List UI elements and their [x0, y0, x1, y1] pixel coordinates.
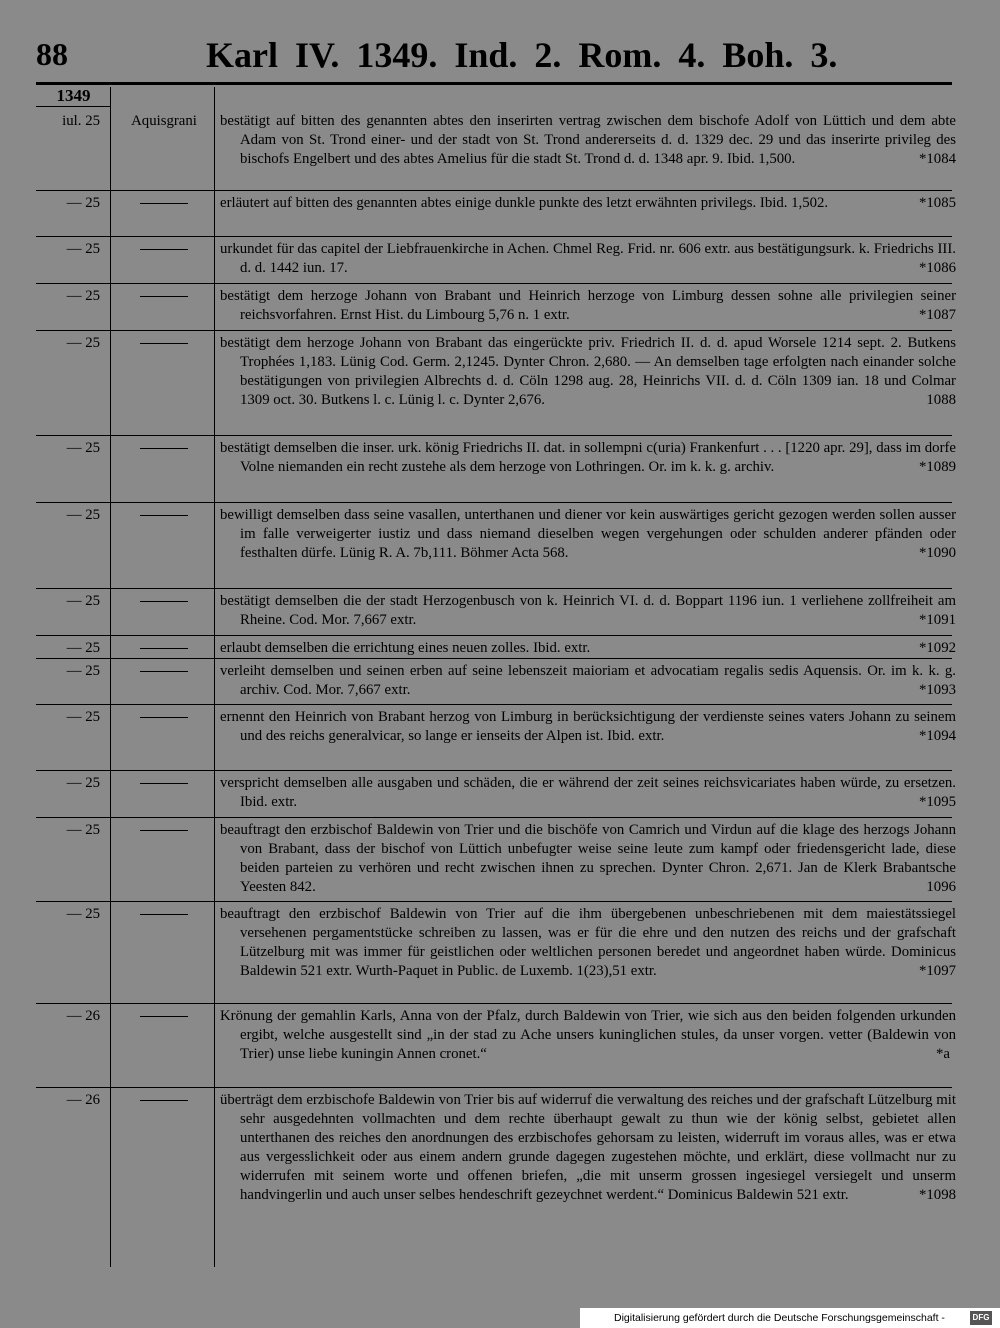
ditto-dash: [140, 448, 188, 449]
dfg-logo: DFG: [970, 1311, 992, 1325]
entry-text: [220, 334, 956, 410]
entry-body: verleiht demselben und seinen erben auf seine lebenszeit maioriam et advocatiam regalis sedis Aquensis. Or. im k. k. g. archiv. Cod. Mor. 7,667 extr.: [220, 663, 956, 698]
entry-text: [220, 1091, 956, 1205]
entry-number: *1092: [919, 640, 956, 656]
entry-place: [114, 439, 214, 458]
entry-text: [220, 708, 956, 746]
entry-separator: [36, 901, 952, 902]
entry-date: — 25: [66, 507, 100, 523]
entry-place: Aquisgrani: [131, 113, 197, 129]
entry-place: [114, 194, 214, 213]
entry-place: [114, 506, 214, 525]
entry-date: — 25: [66, 822, 100, 838]
year-rule: [36, 106, 111, 107]
running-head: Karl IV. 1349. Ind. 2. Rom. 4. Boh. 3.: [206, 35, 838, 75]
entry-number: *a: [936, 1046, 950, 1062]
entry-date: — 25: [66, 593, 100, 609]
entry-number: 1088: [926, 392, 956, 408]
ditto-dash: [140, 1100, 188, 1101]
entry-separator: [36, 588, 952, 589]
entry-number: *1090: [919, 545, 956, 561]
entry-separator: [36, 283, 952, 284]
entry-number: *1087: [919, 307, 956, 323]
entry-text: [220, 112, 956, 169]
entry-body: verspricht demselben alle ausgaben und schäden, die er während der zeit seines reichsvicariates haben würde, zu ersetzen. Ibid. extr.: [220, 775, 956, 810]
entry-body: bestätigt dem herzoge Johann von Brabant das eingerückte priv. Friedrich II. d. d. apud Worsele 1214 sept. 2. Butkens Trophées 1,183. Lünig Cod. Germ. 2,1245. Dynter Chron. 2,680. — An demselben tage erfolgten nach einander solche bestätigungen von privilegien Albrechts d. d. Cöln 1298 aug. 28, Heinrichs VII. d. d. Cöln 1309 ian. 18 und Colmar 1309 oct. 30. Butkens l. c. Lünig l. c. Dynter 2,676.: [220, 335, 956, 408]
entry-body: erläutert auf bitten des genannten abtes einige dunkle punkte des letzt erwähnten privilegs. Ibid. 1,502.: [220, 195, 829, 211]
entry-place: [114, 1007, 214, 1026]
entry-separator: [36, 330, 952, 331]
entry-text: [220, 905, 956, 981]
ditto-dash: [140, 783, 188, 784]
ditto-dash: [140, 914, 188, 915]
year-heading: 1349: [56, 86, 91, 105]
ditto-dash: [140, 249, 188, 250]
entry-text: [220, 662, 956, 700]
entry-number: 1096: [926, 879, 956, 895]
entry-place: [114, 639, 214, 658]
entry-number: *1086: [919, 260, 956, 276]
entry-date: — 25: [66, 195, 100, 211]
entry-separator: [36, 817, 952, 818]
entry-number: *1094: [919, 728, 956, 744]
ditto-dash: [140, 515, 188, 516]
entry-number: *1095: [919, 794, 956, 810]
entry-place: [114, 592, 214, 611]
entry-text: [220, 592, 956, 630]
entry-body: bestätigt dem herzoge Johann von Brabant und Heinrich herzoge von Limburg dessen sohne alle privilegien seiner reichsvorfahren. Ernst Hist. du Limbourg 5,76 n. 1 extr.: [220, 288, 956, 323]
entry-place: [114, 905, 214, 924]
column-divider-place: [214, 87, 215, 1267]
entry-body: erlaubt demselben die errichtung eines neuen zolles. Ibid. extr.: [220, 640, 591, 656]
column-divider-date: [110, 87, 111, 1267]
entry-date: — 25: [66, 775, 100, 791]
entry-date: — 25: [66, 241, 100, 257]
ditto-dash: [140, 648, 188, 649]
entry-text: [220, 194, 956, 213]
entry-body: bestätigt auf bitten des genannten abtes den inserirten vertrag zwischen dem bischofe Adolf von Lüttich und dem abte Adam von St. Trond einer- und der stadt von St. Trond andererseits d. d. 1329 dec. 29 und das inserirte privileg des bischofs Engelbert und des abtes Amelius für die stadt St. Trond d. d. 1348 apr. 9. Ibid. 1,500.: [220, 113, 956, 167]
entry-separator: [36, 658, 952, 659]
entry-place: [114, 240, 214, 259]
entry-number: *1093: [919, 682, 956, 698]
entry-separator: [36, 502, 952, 503]
entry-body: Krönung der gemahlin Karls, Anna von der Pfalz, durch Baldewin von Trier, wie sich aus den beiden folgenden urkunden ergibt, welche ausgestellt sind „in der stad zu Ache unsers kuninglichen stules, da unser vorgen. vetter (Baldewin von Trier) unse liebe kuningin Annen cronet.“: [220, 1008, 956, 1062]
ditto-dash: [140, 830, 188, 831]
entry-separator: [36, 704, 952, 705]
entry-number: *1091: [919, 612, 956, 628]
entry-body: beauftragt den erzbischof Baldewin von Trier und die bischöfe von Camrich und Virdun auf die klage des herzogs Johann von Brabant, dass der bischof von Lüttich unbefugter weise seine leute zum kampf oder friedensgericht lade, diese beiden parteien zu verhören und recht zwischen ihnen zu sprechen. Dynter Chron. 2,671. Jan de Klerk Brabantsche Yeesten 842.: [220, 822, 956, 895]
entry-date: — 26: [66, 1008, 100, 1024]
footer-credit: [580, 1308, 1000, 1328]
entry-place: [114, 334, 214, 353]
entry-text: [220, 639, 956, 658]
entry-separator: [36, 1003, 952, 1004]
entry-separator: [36, 435, 952, 436]
ditto-dash: [140, 671, 188, 672]
entry-body: urkundet für das capitel der Liebfrauenkirche in Achen. Chmel Reg. Frid. nr. 606 extr. aus bestätigungsurk. k. Friedrichs III. d. d. 1442 iun. 17.: [220, 241, 956, 276]
entry-date: iul. 25: [62, 113, 100, 129]
entry-text: [220, 240, 956, 278]
entry-number: *1098: [919, 1187, 956, 1203]
entry-body: bestätigt demselben die inser. urk. könig Friedrichs II. dat. in sollempni c(uria) Frankenfurt . . . [1220 apr. 29], dass im dorfe Volne niemanden ein recht zustehe als dem herzoge von Lothringen. Or. im k. k. g. archiv.: [220, 440, 956, 475]
ditto-dash: [140, 601, 188, 602]
ditto-dash: [140, 343, 188, 344]
entry-date: — 25: [66, 906, 100, 922]
entry-text: [220, 821, 956, 897]
footer-text: Digitalisierung gefördert durch die Deutsche Forschungsgemeinschaft -: [614, 1312, 945, 1324]
entry-number: *1089: [919, 459, 956, 475]
entry-separator: [36, 190, 952, 191]
entry-date: — 25: [66, 663, 100, 679]
entry-text: [220, 287, 956, 325]
entry-separator: [36, 635, 952, 636]
entry-text: [220, 439, 956, 477]
entry-place: [114, 1091, 214, 1110]
header-rule: [36, 82, 952, 85]
entry-text: [220, 506, 956, 563]
ditto-dash: [140, 203, 188, 204]
entry-separator: [36, 236, 952, 237]
entry-place: [114, 287, 214, 306]
ditto-dash: [140, 1016, 188, 1017]
entry-body: beauftragt den erzbischof Baldewin von Trier auf die ihm übergebenen unbeschriebenen mit dem maiestätssiegel versehenen pergamentstücke schreiben zu lassen, was er für die ehre und den nutzen des reichs und der grafschaft Lützelburg mit was immer für geistlichen oder weltlichen personen beredet und angeordnet haben würde. Dominicus Baldewin 521 extr. Wurth-Paquet in Public. de Luxemb. 1(23),51 extr.: [220, 906, 956, 979]
entry-date: — 25: [66, 288, 100, 304]
entry-body: bewilligt demselben dass seine vasallen, unterthanen und diener vor kein auswärtiges gericht gezogen werden sollen ausser im falle verweigerter iustiz und dass niemand dieselben wegen vergehungen oder schulden anderer pfänden oder festhalten dürfe. Lünig R. A. 7b,111. Böhmer Acta 568.: [220, 507, 956, 561]
entry-separator: [36, 770, 952, 771]
ditto-dash: [140, 296, 188, 297]
entry-date: — 25: [66, 640, 100, 656]
entry-date: — 25: [66, 709, 100, 725]
entry-number: *1097: [919, 963, 956, 979]
entry-body: bestätigt demselben die der stadt Herzogenbusch von k. Heinrich VI. d. d. Boppart 1196 iun. 1 verliehene zollfreiheit am Rheine. Cod. Mor. 7,667 extr.: [220, 593, 956, 628]
entry-text: [220, 774, 956, 812]
entry-body: ernennt den Heinrich von Brabant herzog von Limburg in berücksichtigung der verdienste seines vaters Johann zu seinem und des reichs generalvicar, so lange er ienseits der Alpen ist. Ibid. extr.: [220, 709, 956, 744]
entry-place: [114, 774, 214, 793]
entry-place: [114, 821, 214, 840]
entry-date: — 25: [66, 440, 100, 456]
entry-date: — 26: [66, 1092, 100, 1108]
entry-separator: [36, 1087, 952, 1088]
entry-date: — 25: [66, 335, 100, 351]
page-number: 88: [36, 36, 68, 72]
entry-number: *1084: [919, 151, 956, 167]
page-header: [36, 30, 986, 78]
entry-body: überträgt dem erzbischofe Baldewin von Trier bis auf widerruf die verwaltung des reiches und der grafschaft Lützelburg mit sehr ausgedehnten vollmachten und dem rechte überhaupt gewalt zu thun wie der könig selbst, gebietet allen unterthanen des reiches den anordnungen des erzbischofes gehorsam zu leisten, widerruft im voraus alles, was er etwa aus vergesslichkeit oder aus einem andern grunde dagegen zugestehen möchte, und erklärt, diese vollmacht nur zu widerrufen mit seinem worte und offenen briefen, „die mit unserm grossen ingesiegel versiegelt und unserm handvingerlin und auch unser selbes hendeschrift gezeychnet werdent.“ Dominicus Baldewin 521 extr.: [220, 1092, 956, 1203]
entry-place: [114, 708, 214, 727]
ditto-dash: [140, 717, 188, 718]
entry-number: *1085: [919, 195, 956, 211]
entry-place: [114, 662, 214, 681]
entry-text: [220, 1007, 956, 1064]
